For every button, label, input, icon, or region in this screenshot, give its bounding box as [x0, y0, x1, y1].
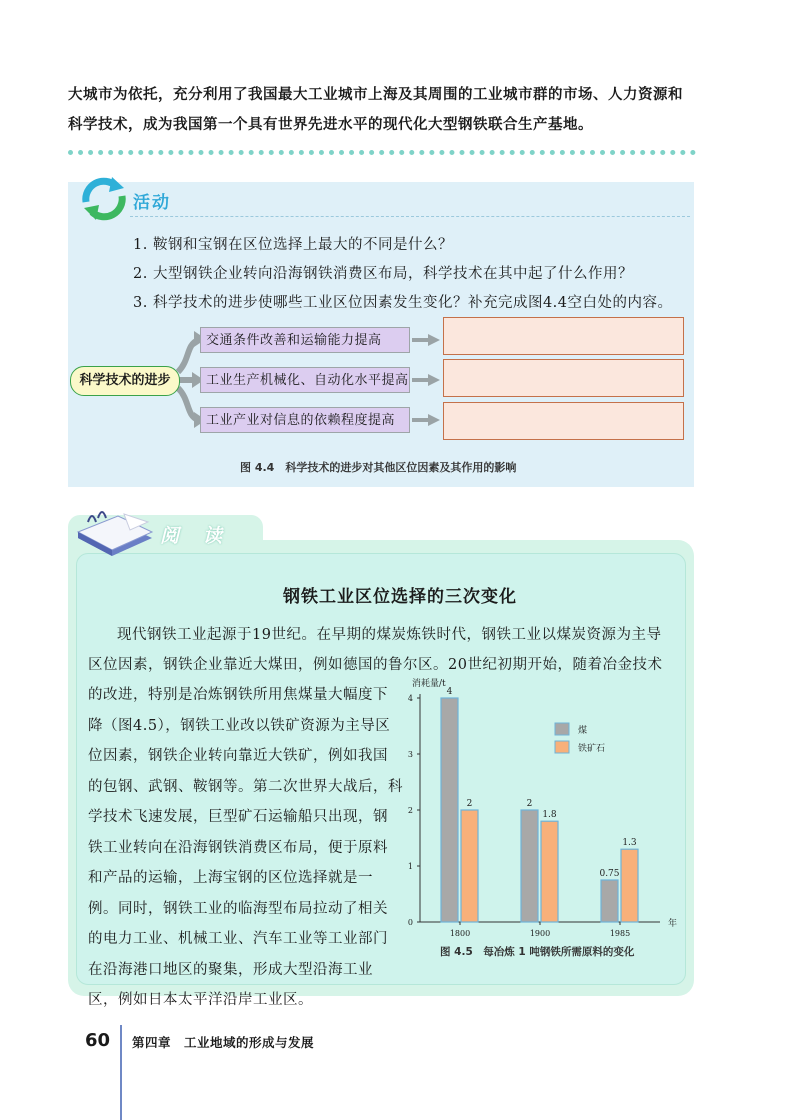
x-tick-label: 1800: [449, 929, 471, 938]
bar-coal: [521, 810, 538, 922]
paragraph-line: 降（图4.5），钢铁工业改以铁矿资源为主导区: [88, 717, 391, 734]
paragraph-line: 区，例如日本太平洋沿岸工业区。: [88, 992, 313, 1008]
reading-tab-label: 阅读: [160, 525, 247, 547]
paragraph-line: 例。同时，钢铁工业的临海型布局拉动了相关: [88, 900, 388, 917]
legend-swatch: [555, 741, 569, 753]
paragraph-line: 现代钢铁工业起源于19世纪。在早期的煤炭炼铁时代，钢铁工业以煤炭资源为主导: [117, 627, 662, 643]
x-tick-label: 1985: [609, 929, 631, 938]
legend-label: 铁矿石: [578, 744, 606, 754]
bar-data-label: 1.8: [542, 810, 557, 821]
y-tick-label: 4: [407, 694, 413, 703]
flow-item-mechanization: 工业生产机械化、自动化水平提高: [200, 367, 410, 393]
flow-item-transport: 交通条件改善和运输能力提高: [200, 327, 410, 353]
intro-line-2: 科学技术，成为我国第一个具有世界先进水平的现代化大型钢铁联合生产基地。: [68, 116, 593, 133]
x-axis-label: 年: [668, 919, 678, 929]
paragraph-line: 的改进，特别是冶炼钢铁所用焦煤量大幅度下: [88, 687, 388, 703]
question-1: 1. 鞍钢和宝钢在区位选择上最大的不同是什么？: [133, 237, 453, 253]
legend-swatch: [555, 723, 569, 735]
page-number: 60: [85, 1030, 111, 1051]
y-tick-label: 1: [407, 862, 413, 871]
bar-data-label: 1.3: [622, 838, 637, 849]
legend-label: 煤: [578, 726, 588, 736]
y-tick-label: 0: [407, 918, 413, 927]
bar-data-label: 2: [466, 799, 473, 809]
paragraph-line: 学技术飞速发展，巨型矿石运输船只出现，钢: [88, 809, 388, 825]
bar-iron-ore: [621, 849, 638, 922]
paragraph-line: 铁工业转向在沿海钢铁消费区布局，便于原料: [88, 839, 388, 856]
figure-4-5-caption: 图 4.5 每冶炼 1 吨钢铁所需原料的变化: [440, 946, 635, 958]
intro-line-1: 大城市为依托，充分利用了我国最大工业城市上海及其周围的工业城市群的市场、人力资源和: [68, 86, 683, 103]
bar-coal: [601, 880, 618, 922]
article-title: 钢铁工业区位选择的三次变化: [283, 587, 517, 607]
y-axis-label: 消耗量/t: [412, 679, 446, 689]
y-tick-label: 2: [407, 806, 413, 815]
bar-data-label: 2: [526, 799, 533, 809]
paragraph-line: 位因素，钢铁企业转向靠近大铁矿，例如我国: [88, 748, 388, 764]
paragraph-line: 和产品的运输，上海宝钢的区位选择就是一: [88, 870, 373, 886]
bar-data-label: 0.75: [599, 869, 620, 879]
paragraph-line: 的电力工业、机械工业、汽车工业等工业部门: [88, 931, 388, 947]
footer-vertical-rule: [120, 1025, 122, 1120]
chapter-title: 第四章 工业地域的形成与发展: [132, 1035, 315, 1050]
bar-data-label: 4: [446, 687, 453, 697]
flow-item-information: 工业产业对信息的依赖程度提高: [200, 407, 410, 433]
activity-title: 活动: [133, 193, 171, 213]
question-2: 2. 大型钢铁企业转向沿海钢铁消费区布局，科学技术在其中起了什么作用？: [133, 266, 633, 282]
paragraph-line: 在沿海港口地区的聚集，形成大型沿海工业: [88, 961, 373, 978]
question-3: 3. 科学技术的进步使哪些工业区位因素发生变化？补充完成图4.4空白处的内容。: [133, 295, 673, 311]
x-tick-label: 1900: [529, 929, 551, 938]
bar-iron-ore: [461, 810, 478, 922]
paragraph-line: 区位因素，钢铁企业靠近大煤田，例如德国的鲁尔区。20世纪初期开始，随着冶金技术: [88, 657, 663, 673]
figure-4-4-caption: 图 4.4 科学技术的进步对其他区位因素及其作用的影响: [240, 461, 517, 474]
paragraph-line: 的包钢、武钢、鞍钢等。第二次世界大战后，科: [88, 778, 403, 795]
bar-iron-ore: [541, 821, 558, 922]
y-tick-label: 3: [407, 750, 413, 759]
bar-coal: [441, 698, 458, 922]
flow-root-node: 科学技术的进步: [70, 366, 180, 396]
